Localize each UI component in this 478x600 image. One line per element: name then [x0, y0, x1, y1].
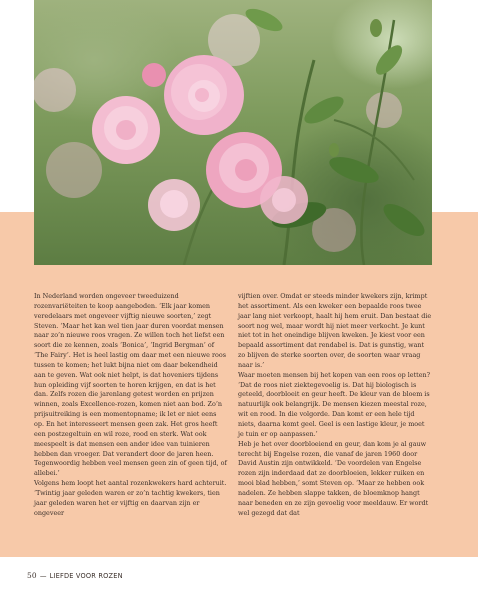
- paragraph: Waar moeten mensen bij het kopen van een roos op letten? ‘Dat de roos niet ziektegevoelig is. Dat hij biologisch is geteeld, doorbloeit en geur heeft. De kleur van de bloem is natuurlijk ook belangrijk. De mensen kiezen meestal roze, wit en rood. In die volgorde. Dan komt er een hele tijd niets, daarna komt geel. Geel is een lastige kleur, je moet je tuin er op aanpassen.’: [238, 370, 431, 438]
- text-column-right: [238, 292, 432, 537]
- rose-illustration: [34, 0, 432, 265]
- paragraph: Heb je het over doorbloeiend en geur, dan kom je al gauw terecht bij Engelse rozen, die vanaf de jaren 1960 door David Austin zijn ontwikkeld. ‘De voordelen van Engelse rozen zijn inderdaad dat ze doorbloeien, lekker ruiken en mooi blad hebben,’ somt Steven op. ‘Maar ze hebben ook nadelen. Ze hebben slappe takken, de bloemknop hangt naar beneden en ze zijn gevoelig voor meeldauw. Er wordt wel gezegd dat dat: [238, 439, 429, 517]
- page-footer: [27, 571, 123, 580]
- text-column-left: [34, 292, 228, 537]
- article-body: [34, 292, 432, 537]
- rose-photo: [34, 0, 432, 265]
- footer-separator: —: [39, 572, 47, 580]
- paragraph: In Nederland worden ongeveer tweeduizend rozenvariëteiten te koop aangeboden. ‘Elk jaar komen veredelaars met ongeveer vijftig nieuwe soorten,’ zegt Steven. ‘Maar het kan wel tien jaar duren voordat mensen naar zo’n nieuwe roos vragen. Ze willen toch het liefst een soort die ze kennen, zoals ‘Bonica’, ‘Ingrid Bergman’ of ‘The Fairy’. Het is heel lastig om daar met een nieuwe roos tussen te komen; het lukt bijna niet om daar bekendheid aan te geven. Wat ook niet helpt, is dat hoveniers tijdens hun opleiding vijf soorten te horen krijgen, en dat is het dan. Zelfs rozen die jarenlang getest worden en prijzen winnen, zoals Excellence-rozen, komen niet aan bod. Zo’n prijsuitreiking is een momentopname; ik let er niet eens op. En het interesseert mensen geen zak. Het gros heeft een postzegeltuin en wil roze, rood en sterk. Wat ook meespeelt is dat mensen een ander idee van tuinieren hebben dan vroeger. Dat verandert door de jaren heen. Tegenwoordig hebben veel mensen geen zin of geen tijd, of allebei.’: [34, 292, 227, 478]
- paragraph: vijftien over. Omdat er steeds minder kwekers zijn, krimpt het assortiment. Als een kweker een bepaalde roos twee jaar lang niet verkoopt, haalt hij hem eruit. Dan bestaat die soort nog wel, maar wordt hij niet meer verkocht. Je kunt niet tot in het oneindige blijven kweken. Je kiest voor een bepaald assortiment dat rendabel is. Dat is gunstig, want zo blijven de sterke soorten over, de soorten waar vraag naar is.’: [238, 292, 432, 369]
- paragraph: Volgens hem loopt het aantal rozenkwekers hard achteruit. ‘Twintig jaar geleden waren er zo’n tachtig kwekers, tien jaar geleden waren het er vijftig en daarvan zijn er ongeveer: [34, 479, 227, 517]
- page-number: 50: [27, 571, 37, 580]
- running-title: LIEFDE VOOR ROZEN: [49, 572, 123, 580]
